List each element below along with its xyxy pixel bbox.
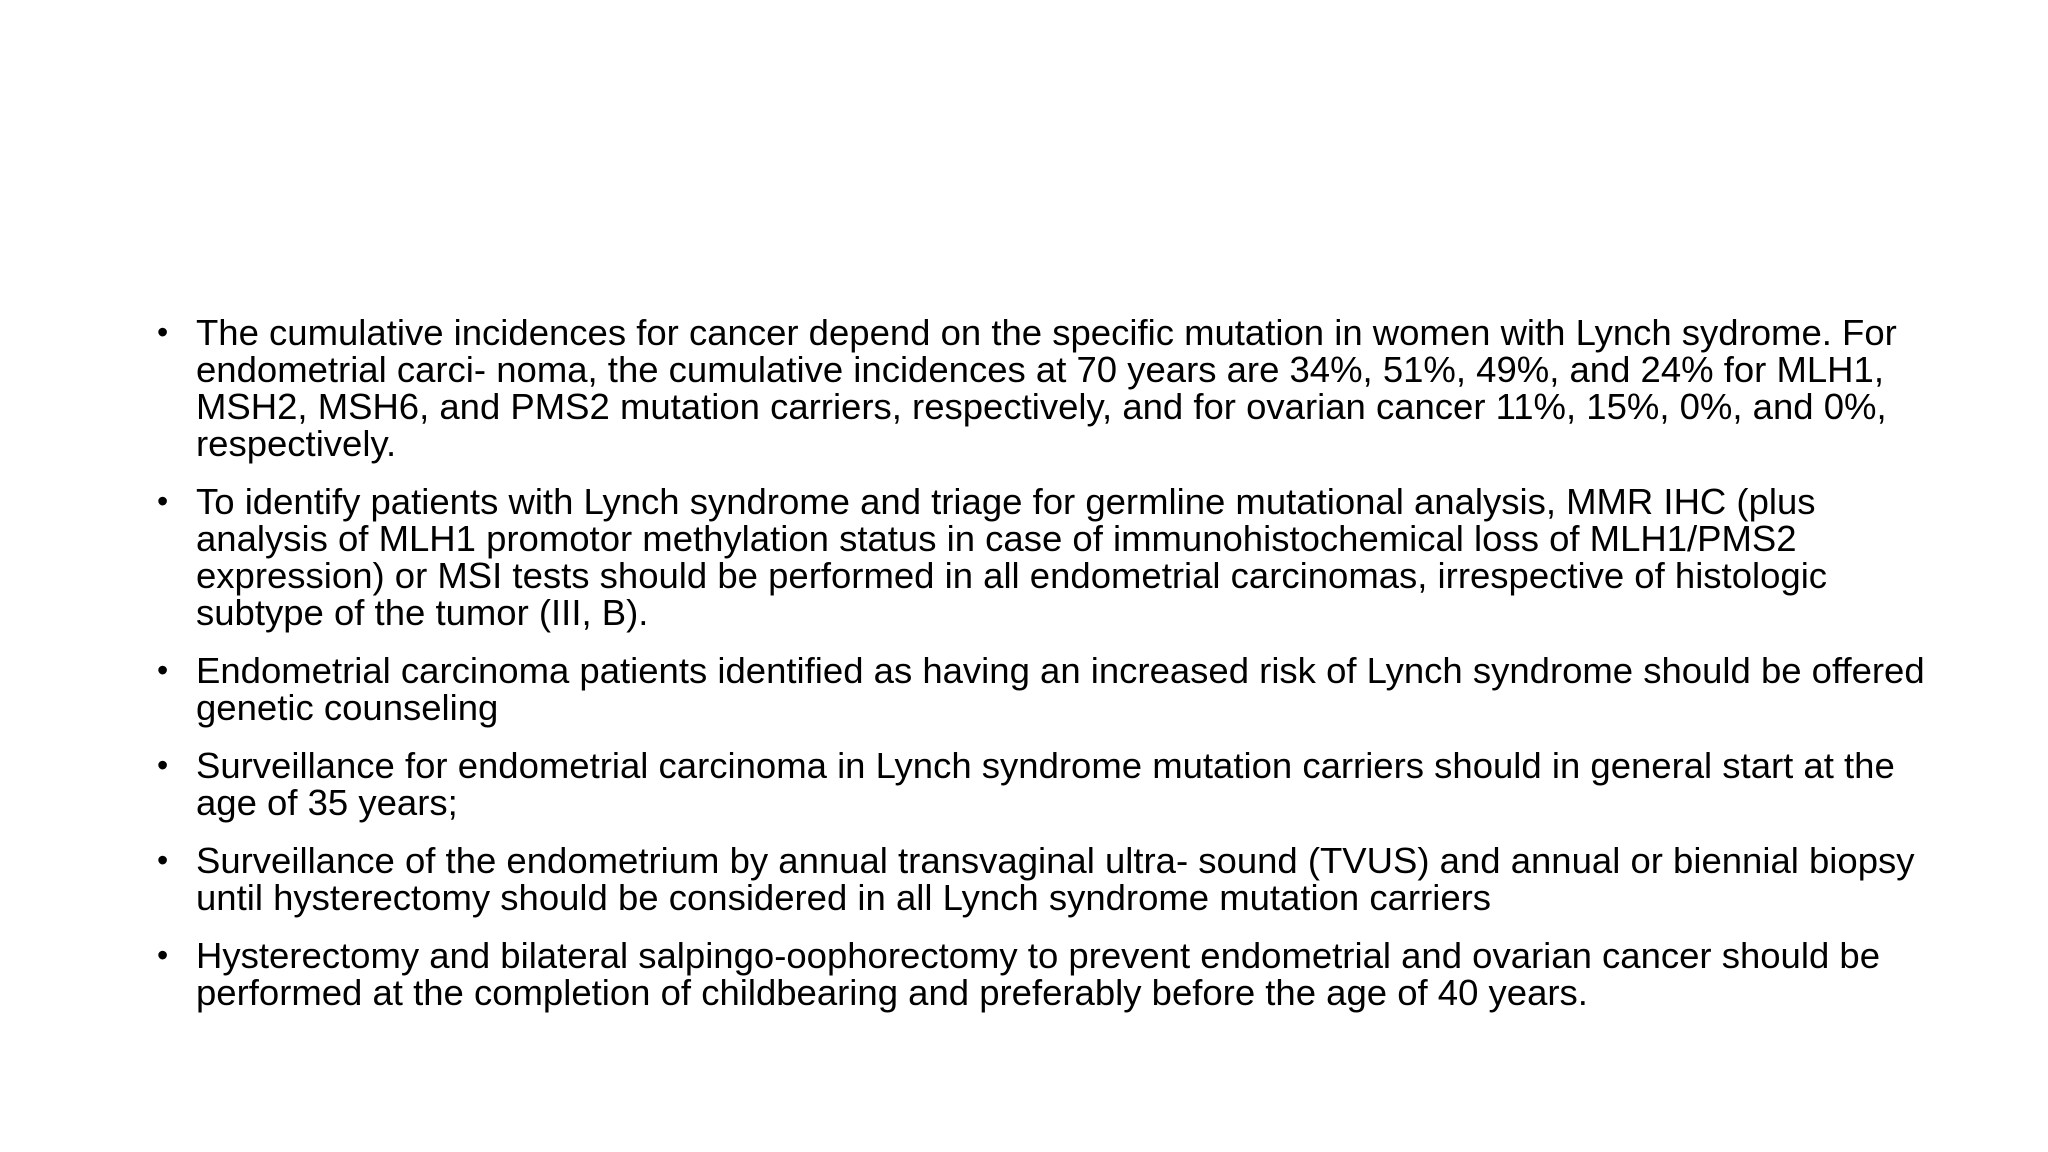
bullet-list [153, 314, 1933, 1032]
bullet-icon: • [157, 314, 169, 350]
bullet-text: Hysterectomy and bilateral salpingo-oophorectomy to prevent endometrial and ovarian cancer should be performed at the completion of childbearing and preferably before the age of 40 years. [196, 935, 1881, 1013]
bullet-icon: • [157, 483, 169, 519]
bullet-icon: • [157, 747, 169, 783]
bullet-icon: • [157, 842, 169, 878]
bullet-item-identify-patients [153, 483, 1933, 631]
bullet-text: Surveillance for endometrial carcinoma in Lynch syndrome mutation carriers should in general start at the age of 35 years; [196, 745, 1895, 823]
bullet-item-surveillance-start-age [153, 747, 1933, 821]
bullet-text: Surveillance of the endometrium by annual transvaginal ultra- sound (TVUS) and annual or biennial biopsy until hysterectomy should be considered in all Lynch syndrome mutation carriers [196, 840, 1915, 918]
bullet-text: The cumulative incidences for cancer depend on the specific mutation in women with Lynch sydrome. For endometrial carci- noma, the cumulative incidences at 70 years are 34%, 51%, 49%, and 24% for MLH1, MSH2, MSH6, and PMS2 mutation carriers, respectively, and for ovarian cancer 11%, 15%, 0%, and 0%, respectively. [196, 312, 1897, 464]
bullet-text: Endometrial carcinoma patients identified as having an increased risk of Lynch syndrome should be offered genetic counseling [196, 650, 1925, 728]
bullet-text: To identify patients with Lynch syndrome and triage for germline mutational analysis, MMR IHC (plus analysis of MLH1 promotor methylation status in case of immunohistochemical loss of MLH1/PMS2 expression) or MSI tests should be performed in all endometrial carcinomas, irrespective of histologic subtype of the tumor (III, B). [196, 481, 1828, 633]
bullet-item-hysterectomy [153, 937, 1933, 1011]
bullet-item-genetic-counseling [153, 652, 1933, 726]
bullet-icon: • [157, 652, 169, 688]
bullet-icon: • [157, 937, 169, 973]
bullet-item-cumulative-incidences [153, 314, 1933, 462]
bullet-item-surveillance-endometrium [153, 842, 1933, 916]
